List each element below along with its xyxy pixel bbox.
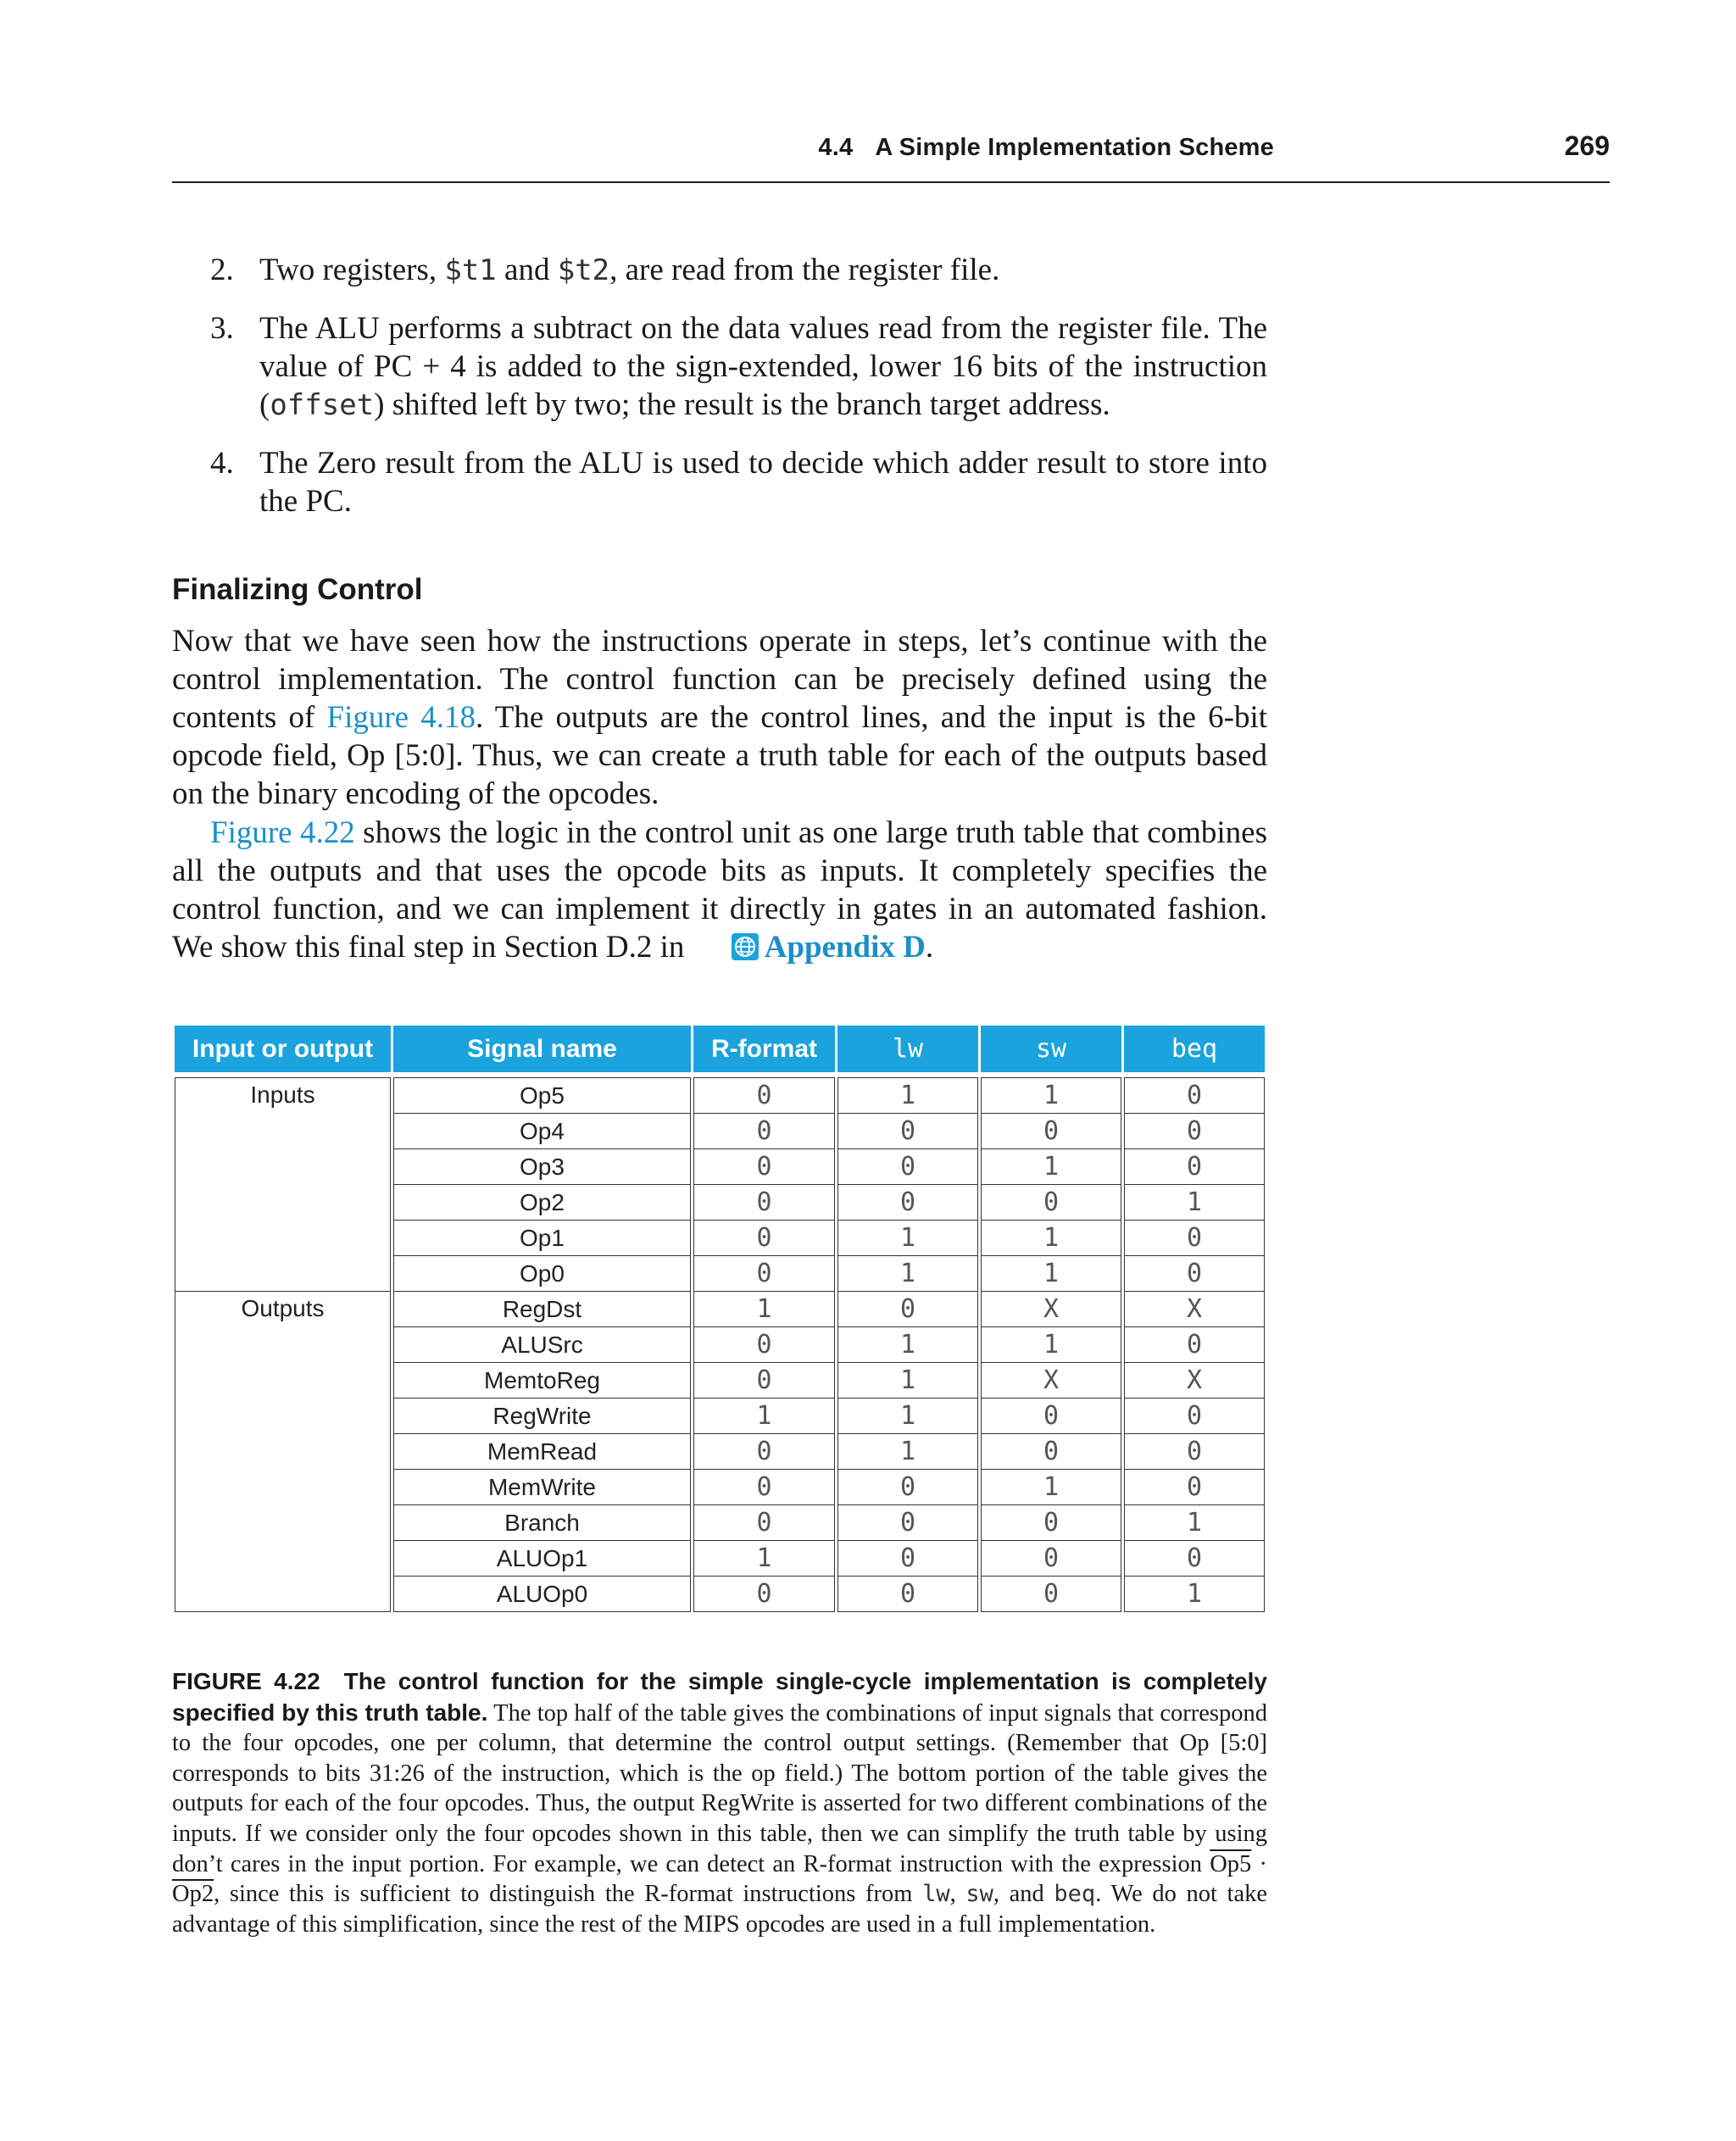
group-label: Inputs xyxy=(175,1077,391,1292)
signal-name-cell: MemRead xyxy=(393,1434,691,1470)
value-cell: 0 xyxy=(693,1505,835,1541)
value-cell: 0 xyxy=(693,1577,835,1612)
value-cell: 0 xyxy=(693,1149,835,1185)
signal-name-cell: ALUSrc xyxy=(393,1327,691,1363)
value-cell: 0 xyxy=(1124,1327,1265,1363)
value-cell: 1 xyxy=(1124,1185,1265,1221)
signal-name-cell: RegWrite xyxy=(393,1399,691,1434)
table-row xyxy=(175,1292,1265,1327)
value-cell: 1 xyxy=(981,1077,1121,1114)
column-header: lw xyxy=(837,1026,978,1077)
column-header: beq xyxy=(1124,1026,1265,1077)
globe-icon xyxy=(693,932,760,970)
signal-name-cell: Branch xyxy=(393,1505,691,1541)
section-number: 4.4 xyxy=(818,134,854,161)
code-lw: lw xyxy=(922,1881,950,1908)
signal-name-cell: Op4 xyxy=(393,1114,691,1149)
section-title: A Simple Implementation Scheme xyxy=(875,134,1274,161)
signal-name-cell: Op2 xyxy=(393,1185,691,1221)
value-cell: 0 xyxy=(693,1077,835,1114)
value-cell: 0 xyxy=(837,1292,978,1327)
value-cell: 0 xyxy=(1124,1114,1265,1149)
table-row xyxy=(175,1077,1265,1114)
appendix-link[interactable]: Appendix D xyxy=(764,930,926,965)
caption-title: The control function for the simple single-cycle implementation is completely specified by this truth table. xyxy=(172,1668,1267,1726)
value-cell: 0 xyxy=(693,1221,835,1256)
value-cell: 0 xyxy=(1124,1256,1265,1292)
value-cell: 0 xyxy=(981,1434,1121,1470)
table-body xyxy=(175,1077,1265,1612)
value-cell: 0 xyxy=(837,1149,978,1185)
value-cell: 0 xyxy=(693,1185,835,1221)
section-heading xyxy=(818,134,1274,162)
value-cell: 0 xyxy=(693,1434,835,1470)
value-cell: 1 xyxy=(837,1256,978,1292)
body-paragraph: Figure 4.22 shows the logic in the control unit as one large truth table that combines all the outputs and that uses the opcode bits as inputs. It completely specifies the control function, and we can implement it directly in gates in an automated fashion. We show this final step in Section D.2 in Appendix D. xyxy=(172,814,1267,970)
list-item: 2. Two registers, $t1 and $t2, are read from the register file. xyxy=(210,253,1000,287)
value-cell: 1 xyxy=(981,1256,1121,1292)
value-cell: 0 xyxy=(693,1470,835,1505)
signal-name-cell: Op0 xyxy=(393,1256,691,1292)
column-header: R-format xyxy=(693,1026,835,1077)
figure-link[interactable]: Figure 4.18 xyxy=(326,700,476,735)
value-cell: 0 xyxy=(981,1399,1121,1434)
figure-link[interactable]: Figure 4.22 xyxy=(210,815,355,850)
value-cell: 1 xyxy=(837,1434,978,1470)
truth-table xyxy=(172,1026,1267,1612)
value-cell: 0 xyxy=(837,1114,978,1149)
value-cell: 1 xyxy=(981,1327,1121,1363)
expression-op2-bar: Op2 xyxy=(172,1881,214,1908)
signal-name-cell: Op1 xyxy=(393,1221,691,1256)
signal-name-cell: Op5 xyxy=(393,1077,691,1114)
group-label: Outputs xyxy=(175,1292,391,1612)
value-cell: 0 xyxy=(693,1363,835,1399)
value-cell: X xyxy=(981,1363,1121,1399)
value-cell: 1 xyxy=(981,1221,1121,1256)
value-cell: 1 xyxy=(981,1149,1121,1185)
table-header-row xyxy=(175,1026,1265,1077)
step-number: 2. xyxy=(210,253,234,287)
value-cell: 1 xyxy=(837,1363,978,1399)
value-cell: 1 xyxy=(837,1399,978,1434)
signal-name-cell: MemWrite xyxy=(393,1470,691,1505)
code-offset: offset xyxy=(270,388,375,422)
signal-name-cell: ALUOp0 xyxy=(393,1577,691,1612)
list-item: 4. The Zero result from the ALU is used to decide which adder result to store into the PC. xyxy=(210,446,1267,519)
value-cell: 0 xyxy=(837,1470,978,1505)
value-cell: 0 xyxy=(1124,1541,1265,1577)
page-number: 269 xyxy=(1564,131,1610,161)
value-cell: 0 xyxy=(693,1114,835,1149)
section-heading-finalizing-control: Finalizing Control xyxy=(172,573,423,606)
value-cell: 0 xyxy=(1124,1470,1265,1505)
step-number: 3. xyxy=(210,311,234,346)
code-register: $t2 xyxy=(557,253,610,287)
list-item: 3. The ALU performs a subtract on the data values read from the register file. The value of PC + 4 is added to the sign-extended, lower 16 bits of the instruction (offset) shifted left by two; the result is the branch target address. xyxy=(210,311,1267,422)
code-register: $t1 xyxy=(444,253,497,287)
expression-op5-bar: Op5 xyxy=(1210,1850,1252,1877)
column-header: sw xyxy=(981,1026,1121,1077)
value-cell: 1 xyxy=(1124,1577,1265,1612)
value-cell: 0 xyxy=(981,1505,1121,1541)
code-beq: beq xyxy=(1054,1881,1096,1908)
value-cell: 0 xyxy=(837,1577,978,1612)
value-cell: 0 xyxy=(981,1185,1121,1221)
step-number: 4. xyxy=(210,446,234,481)
signal-name-cell: MemtoReg xyxy=(393,1363,691,1399)
value-cell: 1 xyxy=(981,1470,1121,1505)
running-header xyxy=(172,129,1610,183)
value-cell: 1 xyxy=(1124,1505,1265,1541)
code-sw: sw xyxy=(965,1881,993,1908)
value-cell: 0 xyxy=(981,1541,1121,1577)
value-cell: 0 xyxy=(1124,1077,1265,1114)
figure-label: FIGURE 4.22 xyxy=(172,1668,320,1694)
value-cell: 0 xyxy=(1124,1399,1265,1434)
value-cell: 1 xyxy=(837,1327,978,1363)
column-header: Input or output xyxy=(175,1026,391,1077)
column-header: Signal name xyxy=(393,1026,691,1077)
signal-name-cell: ALUOp1 xyxy=(393,1541,691,1577)
value-cell: X xyxy=(981,1292,1121,1327)
value-cell: 1 xyxy=(693,1541,835,1577)
value-cell: 0 xyxy=(837,1185,978,1221)
body-paragraph: Now that we have seen how the instructions operate in steps, let’s continue with the control implementation. The control function can be precisely defined using the contents of Figure 4.18. The outputs are the control lines, and the input is the 6-bit opcode field, Op [5:0]. Thus, we can create a truth table for each of the outputs based on the binary encoding of the opcodes. xyxy=(172,624,1268,811)
signal-name-cell: RegDst xyxy=(393,1292,691,1327)
value-cell: 1 xyxy=(693,1399,835,1434)
value-cell: 1 xyxy=(693,1292,835,1327)
value-cell: X xyxy=(1124,1292,1265,1327)
value-cell: 0 xyxy=(837,1541,978,1577)
value-cell: 0 xyxy=(981,1114,1121,1149)
value-cell: 1 xyxy=(837,1077,978,1114)
value-cell: X xyxy=(1124,1363,1265,1399)
figure-caption: FIGURE 4.22 The control function for the simple single-cycle implementation is completely specified by this truth table. The top half of the table gives the combinations of input signals that correspond to the four opcodes, one per column, that determine the control output settings. (Remember that Op [5:0] corresponds to bits 31:26 of the instruction, which is the op field.) The bottom portion of the table gives the outputs for each of the four opcodes. Thus, the output RegWrite is asserted for two different combinations of the inputs. If we consider only the four opcodes shown in this table, then we can simplify the truth table by using don’t cares in the input portion. For example, we can detect an R-format instruction with the expression Op5 · Op2, since this is sufficient to distinguish the R-format instructions from lw, sw, and beq. We do not take advantage of this simplification, since the rest of the MIPS opcodes are used in a full implementation. xyxy=(172,1668,1268,1938)
value-cell: 0 xyxy=(1124,1221,1265,1256)
value-cell: 0 xyxy=(981,1577,1121,1612)
signal-name-cell: Op3 xyxy=(393,1149,691,1185)
value-cell: 0 xyxy=(693,1256,835,1292)
value-cell: 0 xyxy=(693,1327,835,1363)
value-cell: 0 xyxy=(1124,1434,1265,1470)
value-cell: 0 xyxy=(837,1505,978,1541)
value-cell: 0 xyxy=(1124,1149,1265,1185)
step-list xyxy=(172,251,1267,540)
value-cell: 1 xyxy=(837,1221,978,1256)
